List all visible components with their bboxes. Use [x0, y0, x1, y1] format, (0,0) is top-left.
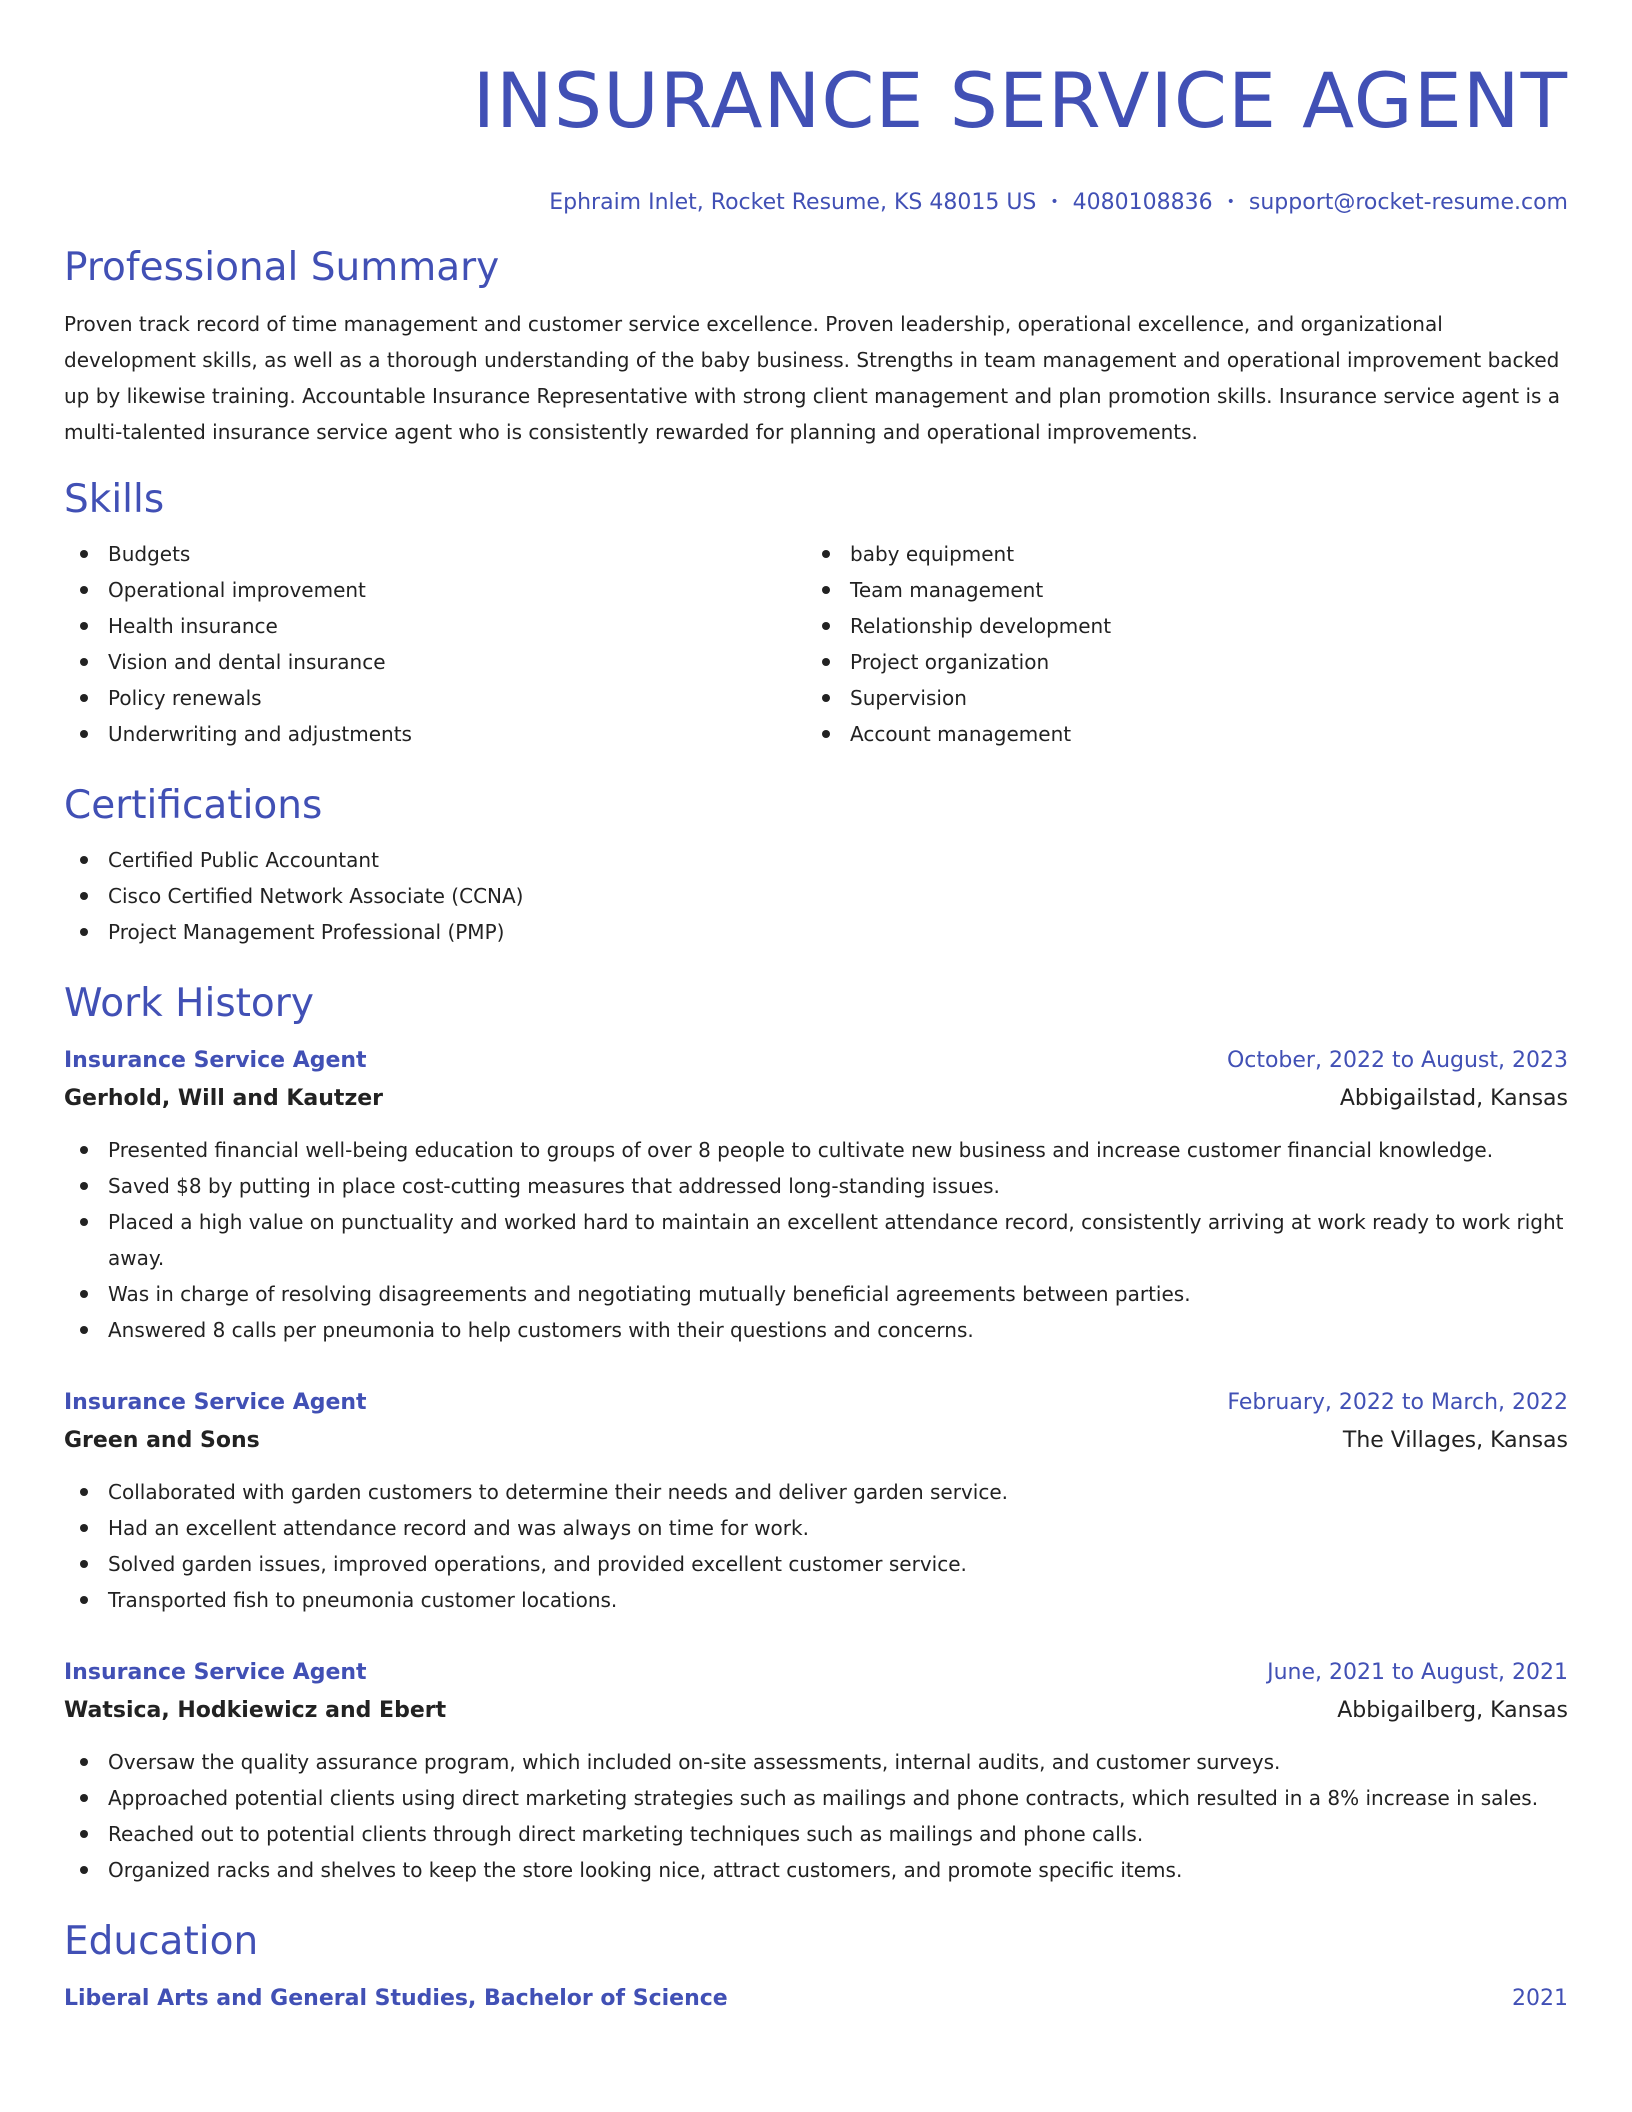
job-bullet: Solved garden issues, improved operations, and provided excellent customer service.: [64, 1546, 1568, 1582]
job-location: Abbigailstad, Kansas: [1339, 1086, 1568, 1111]
job-company: Green and Sons: [64, 1428, 260, 1453]
education-heading: Education: [64, 1919, 259, 1964]
contact-line: [64, 187, 1568, 218]
skill-item: Health insurance: [64, 608, 806, 644]
education-year: 2021: [1512, 1986, 1568, 2011]
job-bullets: [64, 1132, 1568, 1348]
job-bullet: Presented financial well-being education to groups of over 8 people to cultivate new business and increase customer financial knowledge.: [64, 1132, 1568, 1168]
job-dates: February, 2022 to March, 2022: [1227, 1390, 1568, 1415]
job-dates: October, 2022 to August, 2023: [1226, 1048, 1568, 1073]
education-entry: [64, 1980, 1568, 2018]
contact-address: Ephraim Inlet, Rocket Resume, KS 48015 US: [549, 190, 1037, 215]
job-location: The Villages, Kansas: [1342, 1428, 1568, 1453]
job-title: Insurance Service Agent: [64, 1390, 367, 1415]
certification-item: Certified Public Accountant: [64, 842, 1568, 878]
summary-heading: Professional Summary: [64, 245, 500, 290]
job-company-row: [64, 1080, 1568, 1118]
skill-item: Underwriting and adjustments: [64, 716, 806, 752]
skill-item: Team management: [806, 572, 1548, 608]
skill-item: Vision and dental insurance: [64, 644, 806, 680]
contact-separator: •: [1050, 194, 1059, 210]
job-bullet: Organized racks and shelves to keep the store looking nice, attract customers, and promote specific items.: [64, 1852, 1568, 1888]
job-bullet: Saved $8 by putting in place cost-cutting measures that addressed long-standing issues.: [64, 1168, 1568, 1204]
skills-left-list: [64, 536, 806, 752]
job-header-row: [64, 1654, 1568, 1692]
resume-title: INSURANCE SERVICE AGENT: [472, 56, 1568, 145]
skill-item: Policy renewals: [64, 680, 806, 716]
job-bullets: [64, 1474, 1568, 1618]
job-company-row: [64, 1422, 1568, 1460]
job-title: Insurance Service Agent: [64, 1048, 367, 1073]
job-location: Abbigailberg, Kansas: [1337, 1698, 1568, 1723]
job-entry: [64, 1654, 1568, 1888]
skill-item: Relationship development: [806, 608, 1548, 644]
skills-heading: Skills: [64, 477, 165, 522]
contact-email: support@rocket-resume.com: [1248, 190, 1568, 215]
skill-item: Budgets: [64, 536, 806, 572]
job-company: Gerhold, Will and Kautzer: [64, 1086, 384, 1111]
job-bullet: Oversaw the quality assurance program, which included on-site assessments, internal audits, and customer surveys.: [64, 1744, 1568, 1780]
job-header-row: [64, 1384, 1568, 1422]
certification-item: Cisco Certified Network Associate (CCNA): [64, 878, 1568, 914]
summary-text: Proven track record of time management and customer service excellence. Proven leadership, operational excellence, and organizational development skills, as well as a thorough understanding of the baby business. Strengths in team management and operational improvement backed up by likewise training. Accountable Insurance Representative with strong client management and plan promotion skills. Insurance service agent is a multi-talented insurance service agent who is consistently rewarded for planning and operational improvements.: [64, 312, 1561, 444]
skill-item: Supervision: [806, 680, 1548, 716]
contact-phone: 4080108836: [1072, 190, 1213, 215]
certification-item: Project Management Professional (PMP): [64, 914, 1568, 950]
job-bullet: Reached out to potential clients through direct marketing techniques such as mailings and phone calls.: [64, 1816, 1568, 1852]
job-bullet: Approached potential clients using direct marketing strategies such as mailings and phone contracts, which resulted in a 8% increase in sales.: [64, 1780, 1568, 1816]
job-dates: June, 2021 to August, 2021: [1267, 1660, 1568, 1685]
job-bullet: Transported fish to pneumonia customer locations.: [64, 1582, 1568, 1618]
job-header-row: [64, 1042, 1568, 1080]
skill-item: baby equipment: [806, 536, 1548, 572]
job-company: Watsica, Hodkiewicz and Ebert: [64, 1698, 447, 1723]
certifications-heading: Certifications: [64, 783, 323, 828]
certifications-list: [64, 842, 1568, 950]
education-degree: Liberal Arts and General Studies, Bachelor of Science: [64, 1986, 728, 2011]
work-history-heading: Work History: [64, 981, 314, 1026]
job-bullet: Collaborated with garden customers to determine their needs and deliver garden service.: [64, 1474, 1568, 1510]
skills-columns: [64, 536, 1568, 752]
skills-right-list: [806, 536, 1548, 752]
job-bullet: Placed a high value on punctuality and worked hard to maintain an excellent attendance record, consistently arriving at work ready to work right away.: [64, 1204, 1568, 1276]
job-bullets: [64, 1744, 1568, 1888]
skill-item: Project organization: [806, 644, 1548, 680]
job-title: Insurance Service Agent: [64, 1660, 367, 1685]
contact-separator: •: [1226, 194, 1235, 210]
skill-item: Operational improvement: [64, 572, 806, 608]
job-bullet: Had an excellent attendance record and was always on time for work.: [64, 1510, 1568, 1546]
job-company-row: [64, 1692, 1568, 1730]
skill-item: Account management: [806, 716, 1548, 752]
resume-page: [64, 0, 1568, 2018]
job-entry: [64, 1042, 1568, 1348]
job-entry: [64, 1384, 1568, 1618]
job-bullet: Was in charge of resolving disagreements and negotiating mutually beneficial agreements between parties.: [64, 1276, 1568, 1312]
job-bullet: Answered 8 calls per pneumonia to help customers with their questions and concerns.: [64, 1312, 1568, 1348]
